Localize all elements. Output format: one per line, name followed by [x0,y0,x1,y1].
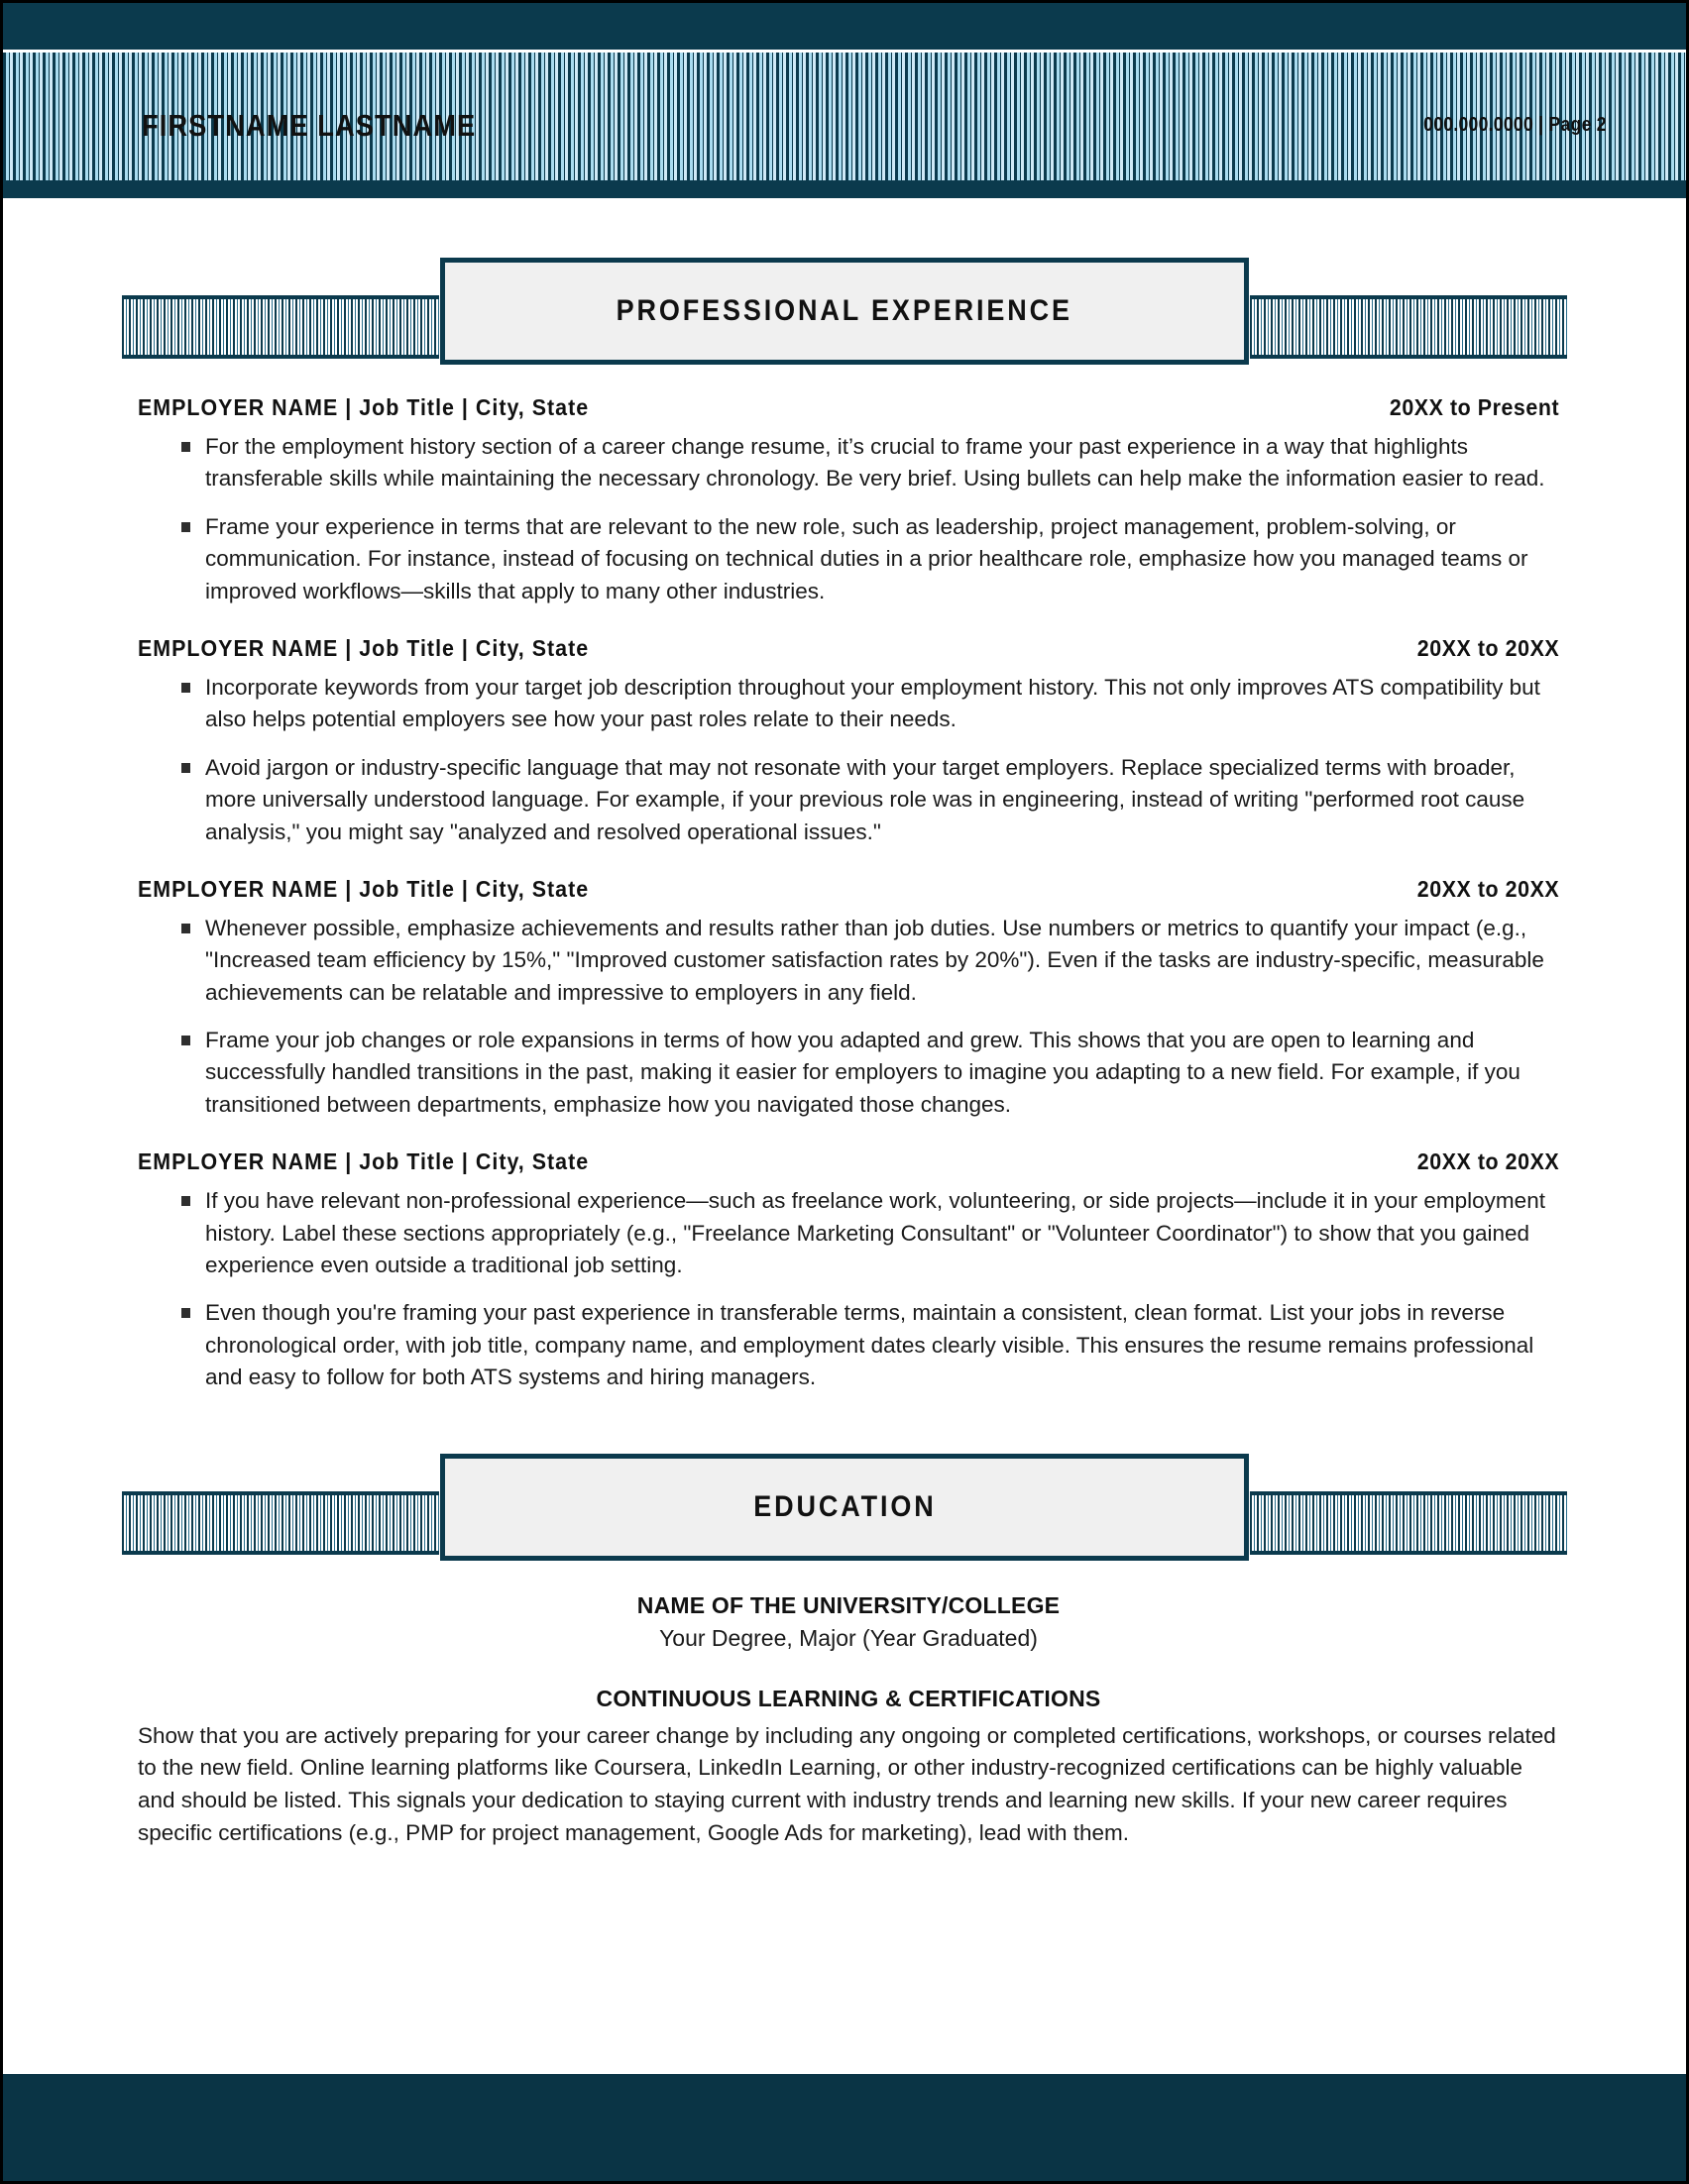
section-title-box [440,1454,1249,1561]
job-bullet-list [138,1185,1559,1393]
job-heading: EMPLOYER NAME | Job Title | City, State [138,634,590,661]
page-header [3,53,1686,198]
section-title-experience: PROFESSIONAL EXPERIENCE [616,294,1073,327]
section-title-education: EDUCATION [752,1489,937,1523]
job-heading: EMPLOYER NAME | Job Title | City, State [138,394,590,420]
job-entry [138,394,1559,607]
job-bullet-list [138,913,1559,1121]
experience-content [3,394,1686,1394]
job-bullet: If you have relevant non-professional experience—such as freelance work, volunteering, or side projects—include it in your employment history. Label these sections appropriately (e.g., "Freelance Marketing Consultant" or "Volunteer Coordinator") to show that you gained experience even outside a traditional job setting. [138,1185,1559,1281]
job-dates: 20XX to Present [1389,394,1559,420]
education-entry [138,1592,1559,1652]
job-header [138,394,1559,421]
candidate-name: FIRSTNAME LASTNAME [142,107,477,143]
job-bullet: Whenever possible, emphasize achievements and results rather than job duties. Use numbers or metrics to quantify your impact (e.g., "Increased team efficiency by 15%," "Improved customer satisfaction rates by 20%"). Even if the tasks are industry-specific, measurable achievements can be relatable and impressive to employers in any field. [138,913,1559,1009]
job-bullet-list [138,431,1559,607]
stripe-bar-left [122,1491,439,1555]
bottom-navy-band [3,2074,1686,2181]
job-heading: EMPLOYER NAME | Job Title | City, State [138,1148,590,1175]
top-navy-band [3,3,1686,50]
job-bullet: Incorporate keywords from your target job description throughout your employment history. This not only improves ATS compatibility but also helps potential employers see how your past roles relate to their needs. [138,672,1559,736]
stripe-bar-right [1250,1491,1567,1555]
section-title-box [440,258,1249,365]
section-header-experience [3,258,1686,365]
job-header [138,876,1559,903]
job-dates: 20XX to 20XX [1416,875,1559,902]
education-content [3,1592,1686,1850]
job-bullet: Avoid jargon or industry-specific language that may not resonate with your target employers. Replace specialized terms with broader, more universally understood language. For example, if your previous role was in engineering, instead of writing "performed root cause analysis," you might say "analyzed and resolved operational issues." [138,752,1559,848]
stripe-bar-right [1250,295,1567,359]
header-contact-and-page: 000.000.0000 | Page 2 [1423,114,1607,136]
section-header-education [3,1454,1686,1561]
job-bullet: Even though you're framing your past experience in transferable terms, maintain a consistent, clean format. List your jobs in reverse chronological order, with job title, company name, and employment dates clearly visible. This ensures the resume remains professional and easy to follow for both ATS systems and hiring managers. [138,1297,1559,1393]
document-body [3,198,1686,2025]
education-degree: Your Degree, Major (Year Graduated) [659,1624,1038,1651]
job-header [138,635,1559,662]
certifications-body: Show that you are actively preparing for your career change by including any ongoing or completed certifications, workshops, or courses related to the new field. Online learning platforms like Coursera, LinkedIn Learning, or other industry-recognized certifications can be highly valuable and should be listed. This signals your dedication to staying current with industry trends and learning new skills. If your new career requires specific certifications (e.g., PMP for project management, Google Ads for marketing), lead with them. [138,1722,1556,1846]
education-school-name: NAME OF THE UNIVERSITY/COLLEGE [636,1591,1061,1618]
job-entry [138,876,1559,1121]
job-bullet-list [138,672,1559,848]
job-header [138,1148,1559,1175]
job-dates: 20XX to 20XX [1416,634,1559,661]
job-bullet: Frame your experience in terms that are relevant to the new role, such as leadership, project management, problem-solving, or communication. For instance, instead of focusing on technical duties in a prior healthcare role, emphasize how you managed teams or improved workflows—skills that apply to many other industries. [138,511,1559,607]
certifications-heading: CONTINUOUS LEARNING & CERTIFICATIONS [596,1685,1101,1711]
job-entry [138,1148,1559,1393]
stripe-bar-left [122,295,439,359]
job-dates: 20XX to 20XX [1416,1148,1559,1175]
job-bullet: For the employment history section of a career change resume, it’s crucial to frame your past experience in a way that highlights transferable skills while maintaining the necessary chronology. Be very brief. Using bullets can help make the information easier to read. [138,431,1559,495]
job-bullet: Frame your job changes or role expansions in terms of how you adapted and grew. This shows that you are open to learning and successfully handled transitions in the past, making it easier for employers to imagine you adapting to a new field. For example, if you transitioned between departments, emphasize how you navigated those changes. [138,1025,1559,1121]
job-heading: EMPLOYER NAME | Job Title | City, State [138,875,590,902]
job-entry [138,635,1559,848]
